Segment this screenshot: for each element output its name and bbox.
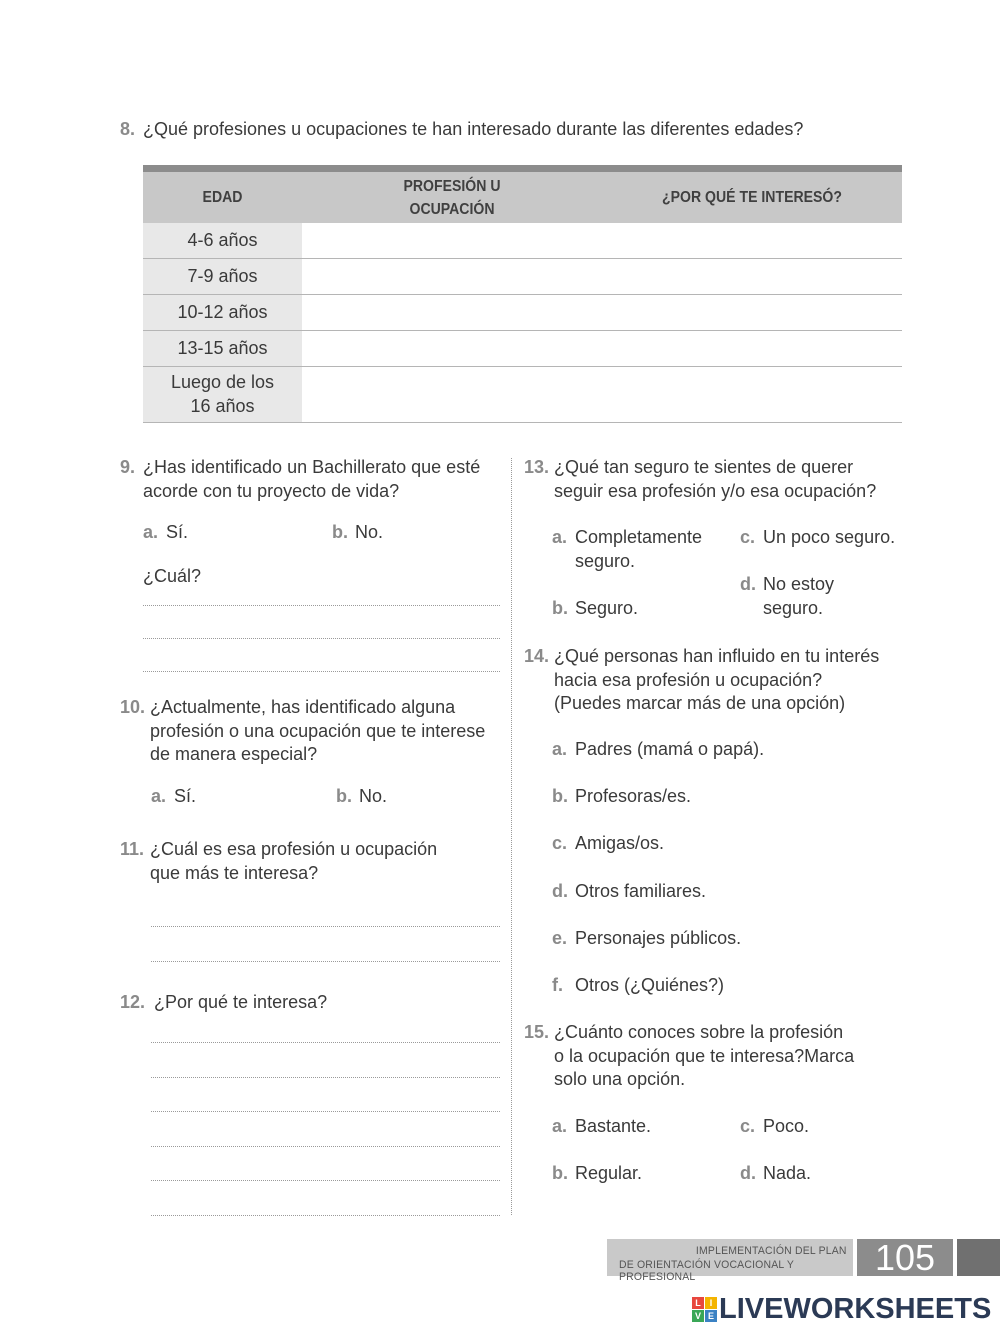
question-text: ¿Cuánto conoces sobre la profesión bbox=[554, 1022, 844, 1042]
option-a[interactable]: a. Sí. bbox=[143, 522, 189, 542]
question-text: que más te interesa? bbox=[150, 862, 319, 883]
answer-cell[interactable] bbox=[302, 331, 902, 366]
option-d[interactable]: d. Nada. bbox=[740, 1163, 812, 1183]
table-row bbox=[143, 295, 902, 331]
option-a[interactable]: a. Sí. bbox=[151, 786, 197, 806]
header-profesion: PROFESIÓN U OCUPACIÓN bbox=[403, 177, 501, 218]
question-text: hacia esa profesión u ocupación? bbox=[554, 669, 823, 690]
question-number: 15. bbox=[524, 1022, 550, 1042]
question-number: 10. bbox=[120, 697, 146, 717]
option-b[interactable]: b. Seguro. bbox=[552, 598, 639, 618]
question-text: ¿Cuál es esa profesión u ocupación bbox=[150, 839, 438, 859]
answer-line[interactable] bbox=[143, 638, 500, 639]
question-number: 11. bbox=[120, 839, 145, 859]
answer-line[interactable] bbox=[151, 961, 500, 962]
question-text: o la ocupación que te interesa?Marca bbox=[554, 1045, 855, 1066]
question-text: ¿Qué profesiones u ocupaciones te han interesado durante las diferentes edades? bbox=[143, 119, 804, 139]
table-header bbox=[143, 172, 902, 223]
question-text: profesión o una ocupación que te interese bbox=[150, 720, 486, 741]
which-label: ¿Cuál? bbox=[143, 566, 202, 586]
age-cell: Luego de los 16 años bbox=[143, 367, 302, 422]
question-text: solo una opción. bbox=[554, 1069, 686, 1089]
question-text: ¿Qué tan seguro te sientes de querer bbox=[554, 457, 854, 477]
option-c[interactable]: c. Amigas/os. bbox=[552, 833, 665, 853]
answer-cell[interactable] bbox=[302, 223, 902, 258]
question-number: 13. bbox=[524, 457, 550, 477]
table-row bbox=[143, 223, 902, 259]
age-cell: 4-6 años bbox=[143, 223, 302, 258]
interest-table bbox=[143, 165, 902, 423]
logo-text: LIVEWORKSHEETS bbox=[719, 1292, 992, 1325]
option-c[interactable]: c. Poco. bbox=[740, 1116, 810, 1136]
age-cell: 7-9 años bbox=[143, 259, 302, 294]
answer-line[interactable] bbox=[151, 1215, 500, 1216]
question-13 bbox=[524, 456, 924, 503]
option-a[interactable]: a. Bastante. bbox=[552, 1116, 652, 1136]
answer-cell[interactable] bbox=[302, 259, 902, 294]
question-9 bbox=[120, 456, 510, 503]
option-b[interactable]: b. Profesoras/es. bbox=[552, 786, 692, 806]
option-c[interactable]: c. Un poco seguro. bbox=[740, 527, 896, 547]
footer-tab bbox=[957, 1239, 1000, 1276]
option-e[interactable]: e. Personajes públicos. bbox=[552, 928, 742, 948]
answer-line[interactable] bbox=[151, 1077, 500, 1078]
answer-line[interactable] bbox=[143, 605, 500, 606]
option-d[interactable]: d. No estoy seguro. bbox=[740, 574, 835, 618]
footer-line-1: IMPLEMENTACIÓN DEL PLAN bbox=[696, 1245, 847, 1257]
question-text: de manera especial? bbox=[150, 744, 318, 764]
header-por-que: ¿POR QUÉ TE INTERESÓ? bbox=[662, 189, 842, 206]
option-b[interactable]: b. No. bbox=[332, 522, 384, 542]
question-text: ¿Actualmente, has identificado alguna bbox=[150, 697, 456, 717]
question-number: 8. bbox=[120, 119, 136, 139]
option-f[interactable]: f. Otros (¿Quiénes?) bbox=[552, 975, 725, 995]
answer-line[interactable] bbox=[151, 1146, 500, 1147]
option-a[interactable]: a. Padres (mamá o papá). bbox=[552, 739, 765, 759]
table-row bbox=[143, 331, 902, 367]
question-text: ¿Por qué te interesa? bbox=[154, 992, 328, 1012]
question-14 bbox=[524, 645, 924, 716]
footer-title-box bbox=[607, 1239, 853, 1283]
table-row bbox=[143, 367, 902, 423]
question-text: ¿Qué personas han influido en tu interés bbox=[554, 646, 880, 666]
question-10 bbox=[120, 696, 510, 767]
logo-mark-icon: L I V E bbox=[692, 1297, 717, 1322]
age-cell: 10-12 años bbox=[143, 295, 302, 330]
option-d[interactable]: d. Otros familiares. bbox=[552, 881, 707, 901]
footer-line-2: DE ORIENTACIÓN VOCACIONAL Y PROFESIONAL bbox=[619, 1259, 794, 1283]
header-edad: EDAD bbox=[202, 189, 243, 206]
age-cell: 13-15 años bbox=[143, 331, 302, 366]
answer-line[interactable] bbox=[151, 1042, 500, 1043]
option-b[interactable]: b. No. bbox=[336, 786, 388, 806]
column-divider bbox=[511, 458, 512, 1215]
table-top-bar bbox=[143, 165, 902, 172]
question-number: 12. bbox=[120, 992, 146, 1012]
page-number: 105 bbox=[857, 1239, 953, 1276]
answer-line[interactable] bbox=[143, 671, 500, 672]
option-b[interactable]: b. Regular. bbox=[552, 1163, 643, 1183]
question-number: 9. bbox=[120, 457, 136, 477]
answer-line[interactable] bbox=[151, 1180, 500, 1181]
liveworksheets-logo[interactable] bbox=[692, 1293, 991, 1325]
answer-line[interactable] bbox=[151, 1111, 500, 1112]
question-number: 14. bbox=[524, 646, 550, 666]
answer-cell[interactable] bbox=[302, 295, 902, 330]
question-12 bbox=[120, 991, 510, 1015]
question-text: acorde con tu proyecto de vida? bbox=[143, 480, 400, 501]
option-a[interactable]: a. Completamente seguro. bbox=[552, 527, 703, 571]
question-15 bbox=[524, 1021, 924, 1092]
question-11 bbox=[120, 838, 510, 885]
question-text: seguir esa profesión y/o esa ocupación? bbox=[554, 480, 877, 501]
answer-line[interactable] bbox=[151, 926, 500, 927]
question-text: (Puedes marcar más de una opción) bbox=[554, 693, 846, 713]
table-row bbox=[143, 259, 902, 295]
question-text: ¿Has identificado un Bachillerato que esté bbox=[143, 457, 481, 477]
answer-cell[interactable] bbox=[302, 367, 902, 422]
question-8 bbox=[120, 118, 920, 142]
